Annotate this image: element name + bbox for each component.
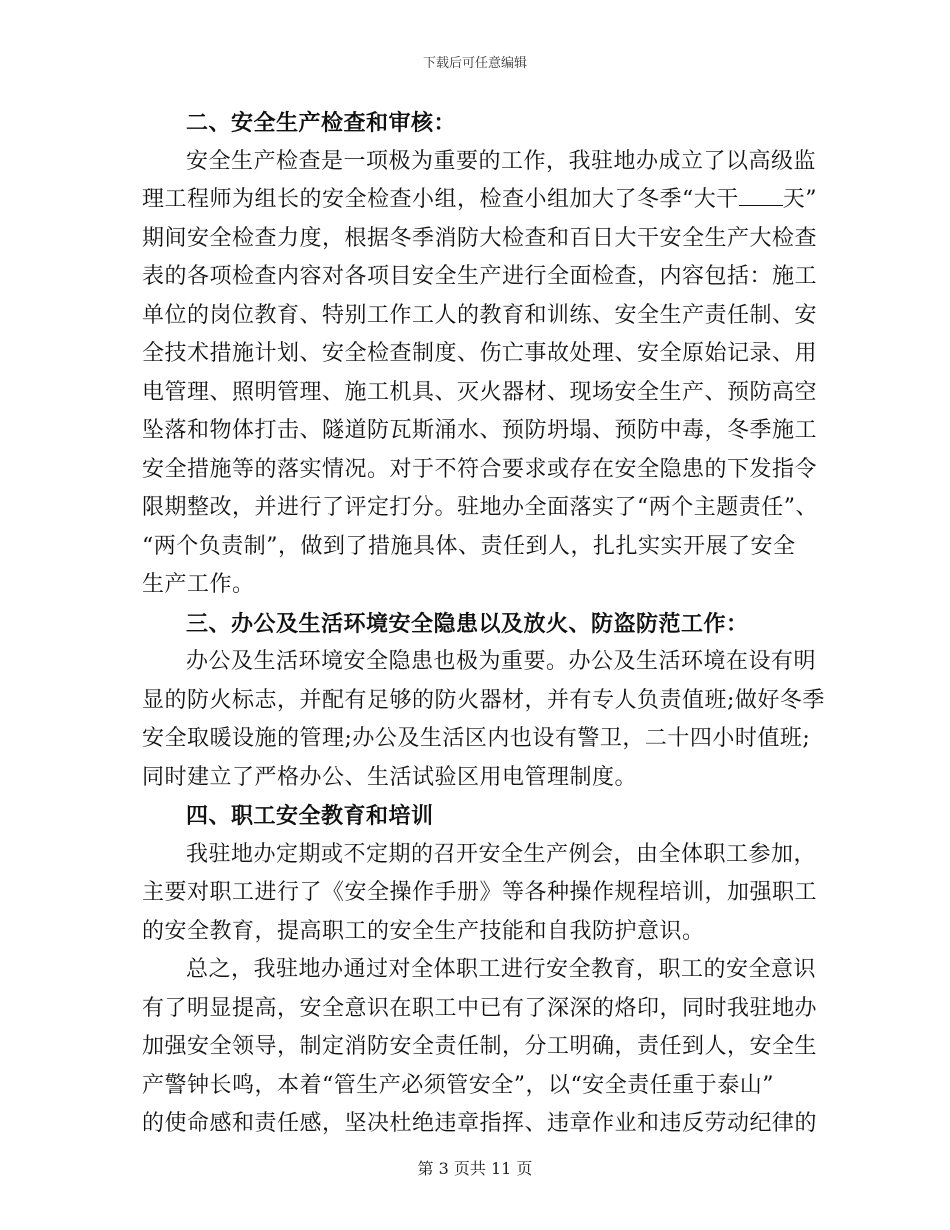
paragraph-line: 办公及生活环境安全隐患也极为重要。办公及生活环境在设有明 [186, 649, 817, 674]
paragraph-line: 生产工作。 [142, 572, 255, 597]
paragraph-line: 电管理、照明管理、施工机具、灭火器材、现场安全生产、预防高空 [142, 379, 818, 405]
paragraph-line: 安全措施等的落实情况。对于不符合要求或存在安全隐患的下发指令 [142, 456, 818, 482]
paragraph-line: 同时建立了严格办公、生活试验区用电管理制度。 [142, 764, 638, 790]
paragraph-line: 总之，我驻地办通过对全体职工进行安全教育，职工的安全意识 [186, 957, 817, 982]
paragraph-line: 产警钟长鸣，本着“管生产必须管安全”，以“安全责任重于泰山” [142, 1072, 774, 1098]
paragraph-line: 安全生产检查是一项极为重要的工作，我驻地办成立了以高级监 [186, 148, 817, 174]
paragraph-line: 期间安全检查力度，根据冬季消防大检查和百日大干安全生产大检查 [142, 225, 818, 251]
section-heading-4: 四、职工安全教育和培训 [186, 803, 434, 829]
page-header: 下载后可任意编辑 [422, 56, 527, 71]
paragraph-line: 有了明显提高，安全意识在职工中已有了深深的烙印，同时我驻地办 [142, 995, 818, 1021]
section-heading-2: 二、安全生产检查和审核： [186, 110, 457, 136]
paragraph-text: 天” [782, 187, 817, 212]
paragraph-line: 安全取暖设施的管理;办公及生活区内也设有警卫，二十四小时值班; [142, 726, 811, 751]
section-heading-3: 三、办公及生活环境安全隐患以及放火、防盗防范工作： [186, 610, 749, 637]
paragraph-line: 限期整改，并进行了评定打分。驻地办全面落实了“两个主题责任”、 [142, 495, 818, 520]
document-body [142, 104, 825, 1144]
paragraph-line: 主要对职工进行了《安全操作手册》等各种操作规程培训，加强职工 [142, 880, 818, 905]
paragraph-line [142, 181, 817, 220]
paragraph-line: 我驻地办定期或不定期的召开安全生产例会，由全体职工参加， [186, 841, 817, 867]
paragraph-line: 坠落和物体打击、隧道防瓦斯涌水、预防坍塌、预防中毒，冬季施工 [142, 418, 818, 443]
paragraph-text: 理工程师为组长的安全检查小组，检查小组加大了冬季“大干 [142, 187, 739, 212]
paragraph-line: 的安全教育，提高职工的安全生产技能和自我防护意识。 [142, 918, 705, 944]
paragraph-line: 表的各项检查内容对各项目安全生产进行全面检查，内容包括：施工 [142, 264, 818, 289]
paragraph-line: 显的防火标志，并配有足够的防火器材，并有专人负责值班;做好冬季 [142, 687, 825, 713]
paragraph-line: 全技术措施计划、安全检查制度、伤亡事故处理、安全原始记录、用 [142, 341, 818, 366]
blank-underline [739, 187, 783, 206]
paragraph-line: 单位的岗位教育、特别工作工人的教育和训练、安全生产责任制、安 [142, 302, 818, 328]
paragraph-line: 的使命感和责任感，坚决杜绝违章指挥、违章作业和违反劳动纪律的 [142, 1111, 818, 1136]
page-footer: 第 3 页共 11 页 [417, 1159, 533, 1178]
paragraph-line: “两个负责制”，做到了措施具体、责任到人，扎扎实实开展了安全 [142, 533, 796, 559]
paragraph-line: 加强安全领导，制定消防安全责任制，分工明确，责任到人，安全生 [142, 1034, 818, 1059]
